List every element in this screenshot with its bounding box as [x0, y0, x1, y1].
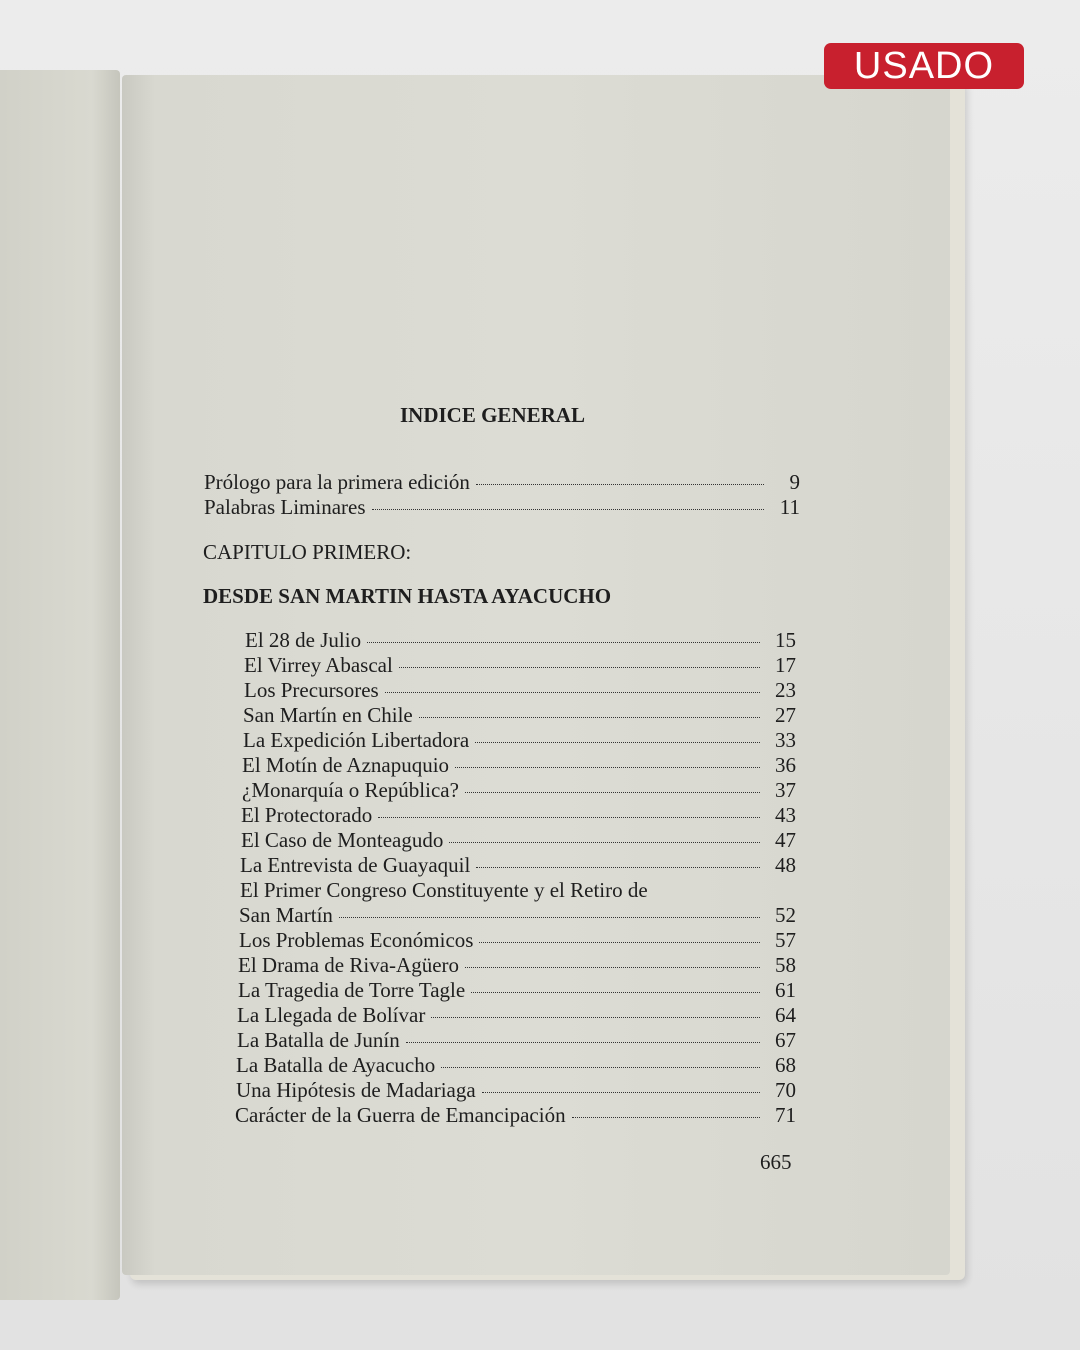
dot-leader [367, 642, 760, 643]
dot-leader [465, 967, 760, 968]
toc-entry [242, 753, 796, 778]
entry-title: Los Problemas Económicos [239, 928, 474, 952]
dot-leader [378, 817, 760, 818]
dot-leader [431, 1017, 760, 1018]
entry-title: La Tragedia de Torre Tagle [238, 978, 466, 1002]
toc-entry [240, 878, 796, 903]
entry-page: 64 [775, 1003, 796, 1027]
entry-page: 61 [775, 978, 796, 1002]
entry-title: Palabras Liminares [204, 495, 366, 519]
toc-entry [243, 728, 796, 753]
dot-leader [471, 992, 760, 993]
toc-entry [236, 1053, 796, 1078]
toc-entry [245, 628, 796, 653]
entry-page: 52 [775, 903, 796, 927]
toc-entry [239, 928, 796, 953]
entry-title: El Protectorado [241, 803, 373, 827]
entry-title: El Primer Congreso Constituyente y el Retiro de [240, 878, 648, 902]
entry-page: 9 [789, 470, 800, 494]
dot-leader [476, 484, 764, 485]
toc-entry [244, 653, 796, 678]
entry-page: 70 [775, 1078, 796, 1102]
dot-leader [399, 667, 760, 668]
toc-entry [240, 853, 796, 878]
toc-entry [244, 678, 796, 703]
toc-entry [241, 803, 796, 828]
entry-page: 68 [775, 1053, 796, 1077]
entry-title: El Caso de Monteagudo [241, 828, 444, 852]
toc-entry [204, 470, 800, 495]
dot-leader [475, 742, 760, 743]
chapter-label: CAPITULO PRIMERO: [203, 540, 412, 564]
entry-page: 23 [775, 678, 796, 702]
entry-page: 27 [775, 703, 796, 727]
entry-page: 71 [775, 1103, 796, 1127]
dot-leader [419, 717, 760, 718]
dot-leader [465, 792, 760, 793]
dot-leader [339, 917, 760, 918]
dot-leader [449, 842, 760, 843]
entry-page: 58 [775, 953, 796, 977]
dot-leader [385, 692, 760, 693]
entry-title: El Virrey Abascal [244, 653, 393, 677]
dot-leader [441, 1067, 760, 1068]
entry-page: 43 [775, 803, 796, 827]
toc-entry [237, 1028, 796, 1053]
toc-entry [239, 903, 796, 928]
toc-entry [238, 978, 796, 1003]
entry-page: 37 [775, 778, 796, 802]
toc-entry [236, 1078, 796, 1103]
entry-page: 36 [775, 753, 796, 777]
entry-title: El 28 de Julio [245, 628, 362, 652]
entry-title: La Batalla de Junín [237, 1028, 400, 1052]
page-number: 665 [760, 1150, 792, 1174]
entry-page: 15 [775, 628, 796, 652]
entry-page: 33 [775, 728, 796, 752]
toc-entry [204, 495, 800, 520]
toc-entry [243, 703, 796, 728]
toc-entry [242, 778, 796, 803]
dot-leader [406, 1042, 760, 1043]
left-page [0, 70, 120, 1300]
entry-title: Prólogo para la primera edición [204, 470, 470, 494]
toc-entry [241, 828, 796, 853]
toc-entry [235, 1103, 796, 1128]
entry-title: San Martín en Chile [243, 703, 413, 727]
entry-page: 57 [775, 928, 796, 952]
entry-title: Los Precursores [244, 678, 379, 702]
dot-leader [482, 1092, 760, 1093]
entry-title: El Motín de Aznapuquio [242, 753, 450, 777]
entry-title: ¿Monarquía o República? [242, 778, 459, 802]
dot-leader [479, 942, 760, 943]
entry-title: El Drama de Riva-Agüero [238, 953, 460, 977]
entry-page: 67 [775, 1028, 796, 1052]
entry-page: 48 [775, 853, 796, 877]
toc-entry [238, 953, 796, 978]
dot-leader [455, 767, 760, 768]
entry-title: Una Hipótesis de Madariaga [236, 1078, 476, 1102]
entry-title: San Martín [239, 903, 333, 927]
toc-entry [237, 1003, 796, 1028]
dot-leader [476, 867, 760, 868]
entry-title: La Llegada de Bolívar [237, 1003, 426, 1027]
entry-title: La Expedición Libertadora [243, 728, 470, 752]
entry-title: La Batalla de Ayacucho [236, 1053, 436, 1077]
page-title: INDICE GENERAL [400, 403, 585, 427]
dot-leader [572, 1117, 760, 1118]
entry-title: Carácter de la Guerra de Emancipación [235, 1103, 566, 1127]
entry-title: La Entrevista de Guayaquil [240, 853, 471, 877]
chapter-title: DESDE SAN MARTIN HASTA AYACUCHO [203, 584, 612, 608]
entry-page: 47 [775, 828, 796, 852]
dot-leader [372, 509, 764, 510]
entry-page: 17 [775, 653, 796, 677]
entry-page: 11 [779, 495, 800, 519]
used-badge: USADO [824, 43, 1024, 89]
